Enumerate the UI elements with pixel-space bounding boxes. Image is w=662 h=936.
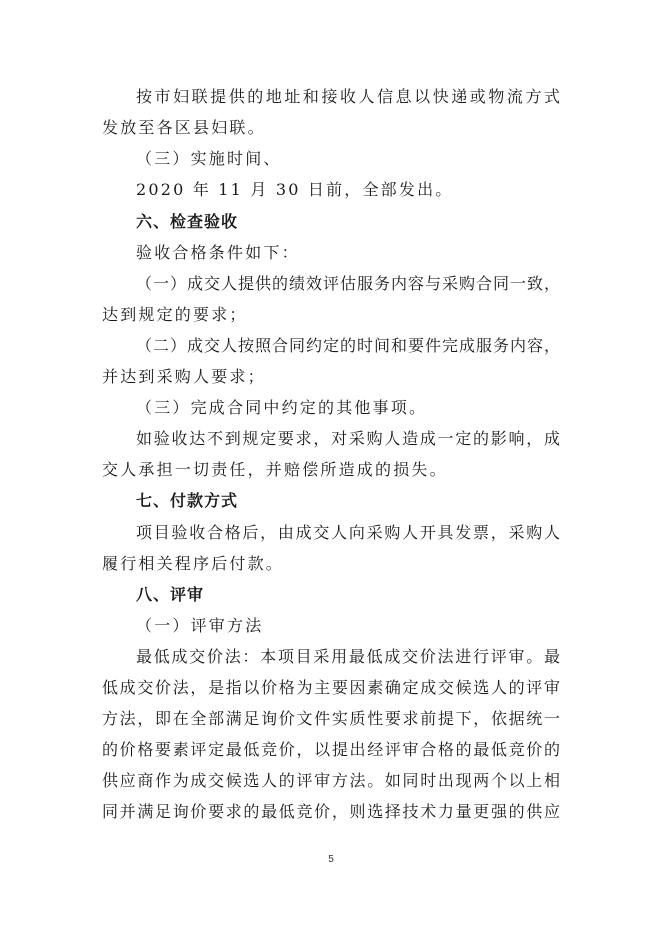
paragraph-line: 发放至各区县妇联。 xyxy=(102,118,266,137)
paragraph-line: （一）成交人提供的绩效评估服务内容与采购合同一致， xyxy=(136,274,560,293)
paragraph-line: 按市妇联提供的地址和接收人信息以快递或物流方式 xyxy=(136,87,560,106)
paragraph-line: 履行相关程序后付款。 xyxy=(102,554,285,573)
paragraph-line: 同并满足询价要求的最低竞价，则选择技术力量更强的供应 xyxy=(102,802,560,821)
section-heading: 八、评审 xyxy=(136,585,205,604)
paragraph-line: 达到规定的要求； xyxy=(102,305,248,324)
paragraph-line: 的价格要素评定最低竞价，以提出经评审合格的最低竞价的 xyxy=(102,740,560,759)
subsection-heading: （三）实施时间、 xyxy=(136,149,282,168)
paragraph-line: 最低成交价法：本项目采用最低成交价法进行评审。最 xyxy=(136,647,560,666)
paragraph-line: 低成交价法，是指以价格为主要因素确定成交候选人的评审 xyxy=(102,678,560,697)
subsection-heading: （一）评审方法 xyxy=(136,616,264,635)
paragraph-line: 如验收达不到规定要求，对采购人造成一定的影响，成 xyxy=(136,429,560,448)
page-number: 5 xyxy=(328,854,334,865)
paragraph-line: 验收合格条件如下： xyxy=(136,243,300,262)
paragraph-line: 2020 年 11 月 30 日前，全部发出。 xyxy=(136,180,454,199)
section-heading: 七、付款方式 xyxy=(136,491,239,510)
paragraph-line: （三）完成合同中约定的其他事项。 xyxy=(136,398,428,417)
paragraph-line: 交人承担一切责任，并赔偿所造成的损失。 xyxy=(102,460,448,479)
paragraph-line: 供应商作为成交候选人的评审方法。如同时出现两个以上相 xyxy=(102,771,560,790)
paragraph-line: 方法，即在全部满足询价文件实质性要求前提下，依据统一 xyxy=(102,709,560,728)
paragraph-line: （二）成交人按照合同约定的时间和要件完成服务内容， xyxy=(136,336,560,355)
paragraph-line: 项目验收合格后，由成交人向采购人开具发票，采购人 xyxy=(136,523,560,542)
paragraph-line: 并达到采购人要求； xyxy=(102,367,266,386)
section-heading: 六、检查验收 xyxy=(136,212,239,231)
